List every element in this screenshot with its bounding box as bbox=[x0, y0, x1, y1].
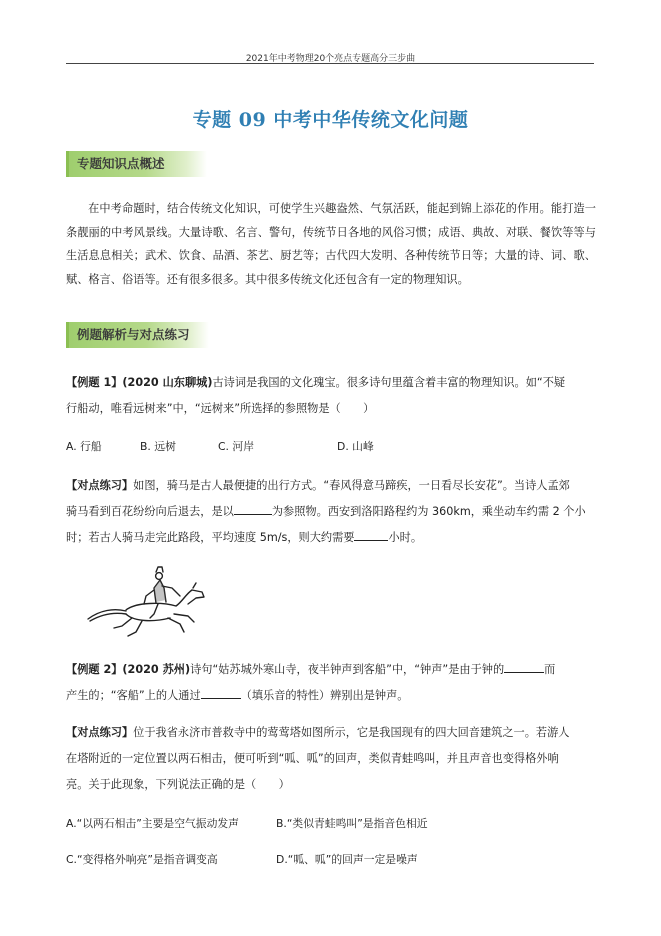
practice1-line2 bbox=[66, 500, 596, 524]
practice2-option-d: D.“呱、呱”的回声一定是噪声 bbox=[276, 853, 418, 866]
practice1-text3b: 小时。 bbox=[388, 531, 423, 544]
answer-blank bbox=[234, 502, 272, 515]
horse-leg bbox=[114, 618, 132, 628]
practice2-text1: 位于我省永济市普救寺中的莺莺塔如图所示，它是我国现有的四大回音建筑之一。若游人 bbox=[133, 726, 570, 739]
example1-line2: 行船动，唯看远树来”中，“远树来”所选择的参照物是（ ） bbox=[66, 402, 375, 415]
example1-options bbox=[66, 437, 596, 457]
horse-rider-illustration bbox=[84, 566, 214, 641]
practice1-text2b: 为参照物。西安到洛阳路程约为 360km，乘坐动车约需 2 个小 bbox=[271, 505, 586, 518]
intro-paragraph bbox=[66, 197, 596, 291]
example2-label: 【例题 2】(2020 苏州) bbox=[66, 663, 191, 676]
practice2-line2: 在塔附近的一定位置以两石相击，便可听到“呱、呱”的回声，类似青蛙鸣叫，并且声音也变得格外响 bbox=[66, 752, 559, 765]
answer-blank bbox=[354, 528, 388, 541]
practice2-line1 bbox=[66, 721, 596, 745]
example2-text2b: （填乐音的特性）辨别出是钟声。 bbox=[240, 689, 409, 702]
answer-blank bbox=[504, 660, 544, 673]
example1-option-a: A. 行船 bbox=[66, 440, 102, 453]
practice2-option-c: C.“变得格外响亮”是指音调变高 bbox=[66, 853, 218, 866]
practice2-options-row1 bbox=[66, 814, 596, 834]
practice1-text2a: 骑马看到百花纷纷向后退去，是以 bbox=[66, 505, 234, 518]
practice1-text3a: 时；若古人骑马走完此路段，平均速度 5m/s，则大约需要 bbox=[66, 531, 355, 544]
practice2-label: 【对点练习】 bbox=[66, 726, 134, 739]
example2-line2 bbox=[66, 684, 596, 708]
page-header: 2021年中考物理20个亮点专题高分三步曲 bbox=[245, 54, 416, 64]
example1-option-c: C. 河岸 bbox=[218, 440, 254, 453]
example2-text2a: 产生的；“客船”上的人通过 bbox=[66, 689, 201, 702]
practice2-option-b: B.“类似青蛙鸣叫”是指音色相近 bbox=[276, 817, 428, 830]
example1-text1: 古诗词是我国的文化瑰宝。很多诗句里蕴含着丰富的物理知识。如“不疑 bbox=[212, 376, 566, 389]
practice1-text1: 如图，骑马是古人最便捷的出行方式。“春风得意马蹄疾，一日看尽长安花”。当诗人孟郊 bbox=[133, 479, 570, 492]
example1-option-b: B. 远树 bbox=[140, 440, 176, 453]
example1-label: 【例题 1】(2020 山东聊城) bbox=[66, 376, 213, 389]
practice1-line3 bbox=[66, 526, 596, 550]
example2-text1b: 而 bbox=[544, 663, 556, 676]
practice2-option-a: A.“以两石相击”主要是空气振动发声 bbox=[66, 817, 239, 830]
intro-text: 在中考命题时，结合传统文化知识，可使学生兴趣盎然、气氛活跃，能起到锦上添花的作用。能打造一条靓丽的中考风景线。大量诗歌、名言、警句，传统节日各地的风俗习惯；成语、典故、对联、餐饮等等与生活息息相关；武术、饮食、品酒、茶艺、厨艺等；古代四大发明、各种传统节日等；大量的诗、词、歌、赋、格言、俗语等。还有很多很多。其中很多传统文化还包含有一定的物理知识。 bbox=[66, 202, 596, 286]
example1-line1 bbox=[66, 371, 596, 395]
example2-line1 bbox=[66, 658, 596, 682]
section-heading-examples: 例题解析与对点练习 bbox=[66, 322, 209, 348]
header-rule bbox=[66, 63, 594, 64]
section-heading-overview: 专题知识点概述 bbox=[66, 151, 207, 177]
answer-blank bbox=[201, 686, 241, 699]
practice2-options-row2 bbox=[66, 850, 596, 870]
example1-option-d: D. 山峰 bbox=[337, 440, 374, 453]
practice1-label: 【对点练习】 bbox=[66, 479, 134, 492]
practice2-line3: 亮。关于此现象，下列说法正确的是（ ） bbox=[66, 778, 290, 791]
document-title: 专题 09 中考中华传统文化问题 bbox=[192, 109, 469, 131]
rider-head bbox=[156, 573, 163, 580]
example2-text1a: 诗句“姑苏城外寒山寺，夜半钟声到客船”中，“钟声”是由于钟的 bbox=[190, 663, 505, 676]
practice1-line1 bbox=[66, 474, 596, 498]
